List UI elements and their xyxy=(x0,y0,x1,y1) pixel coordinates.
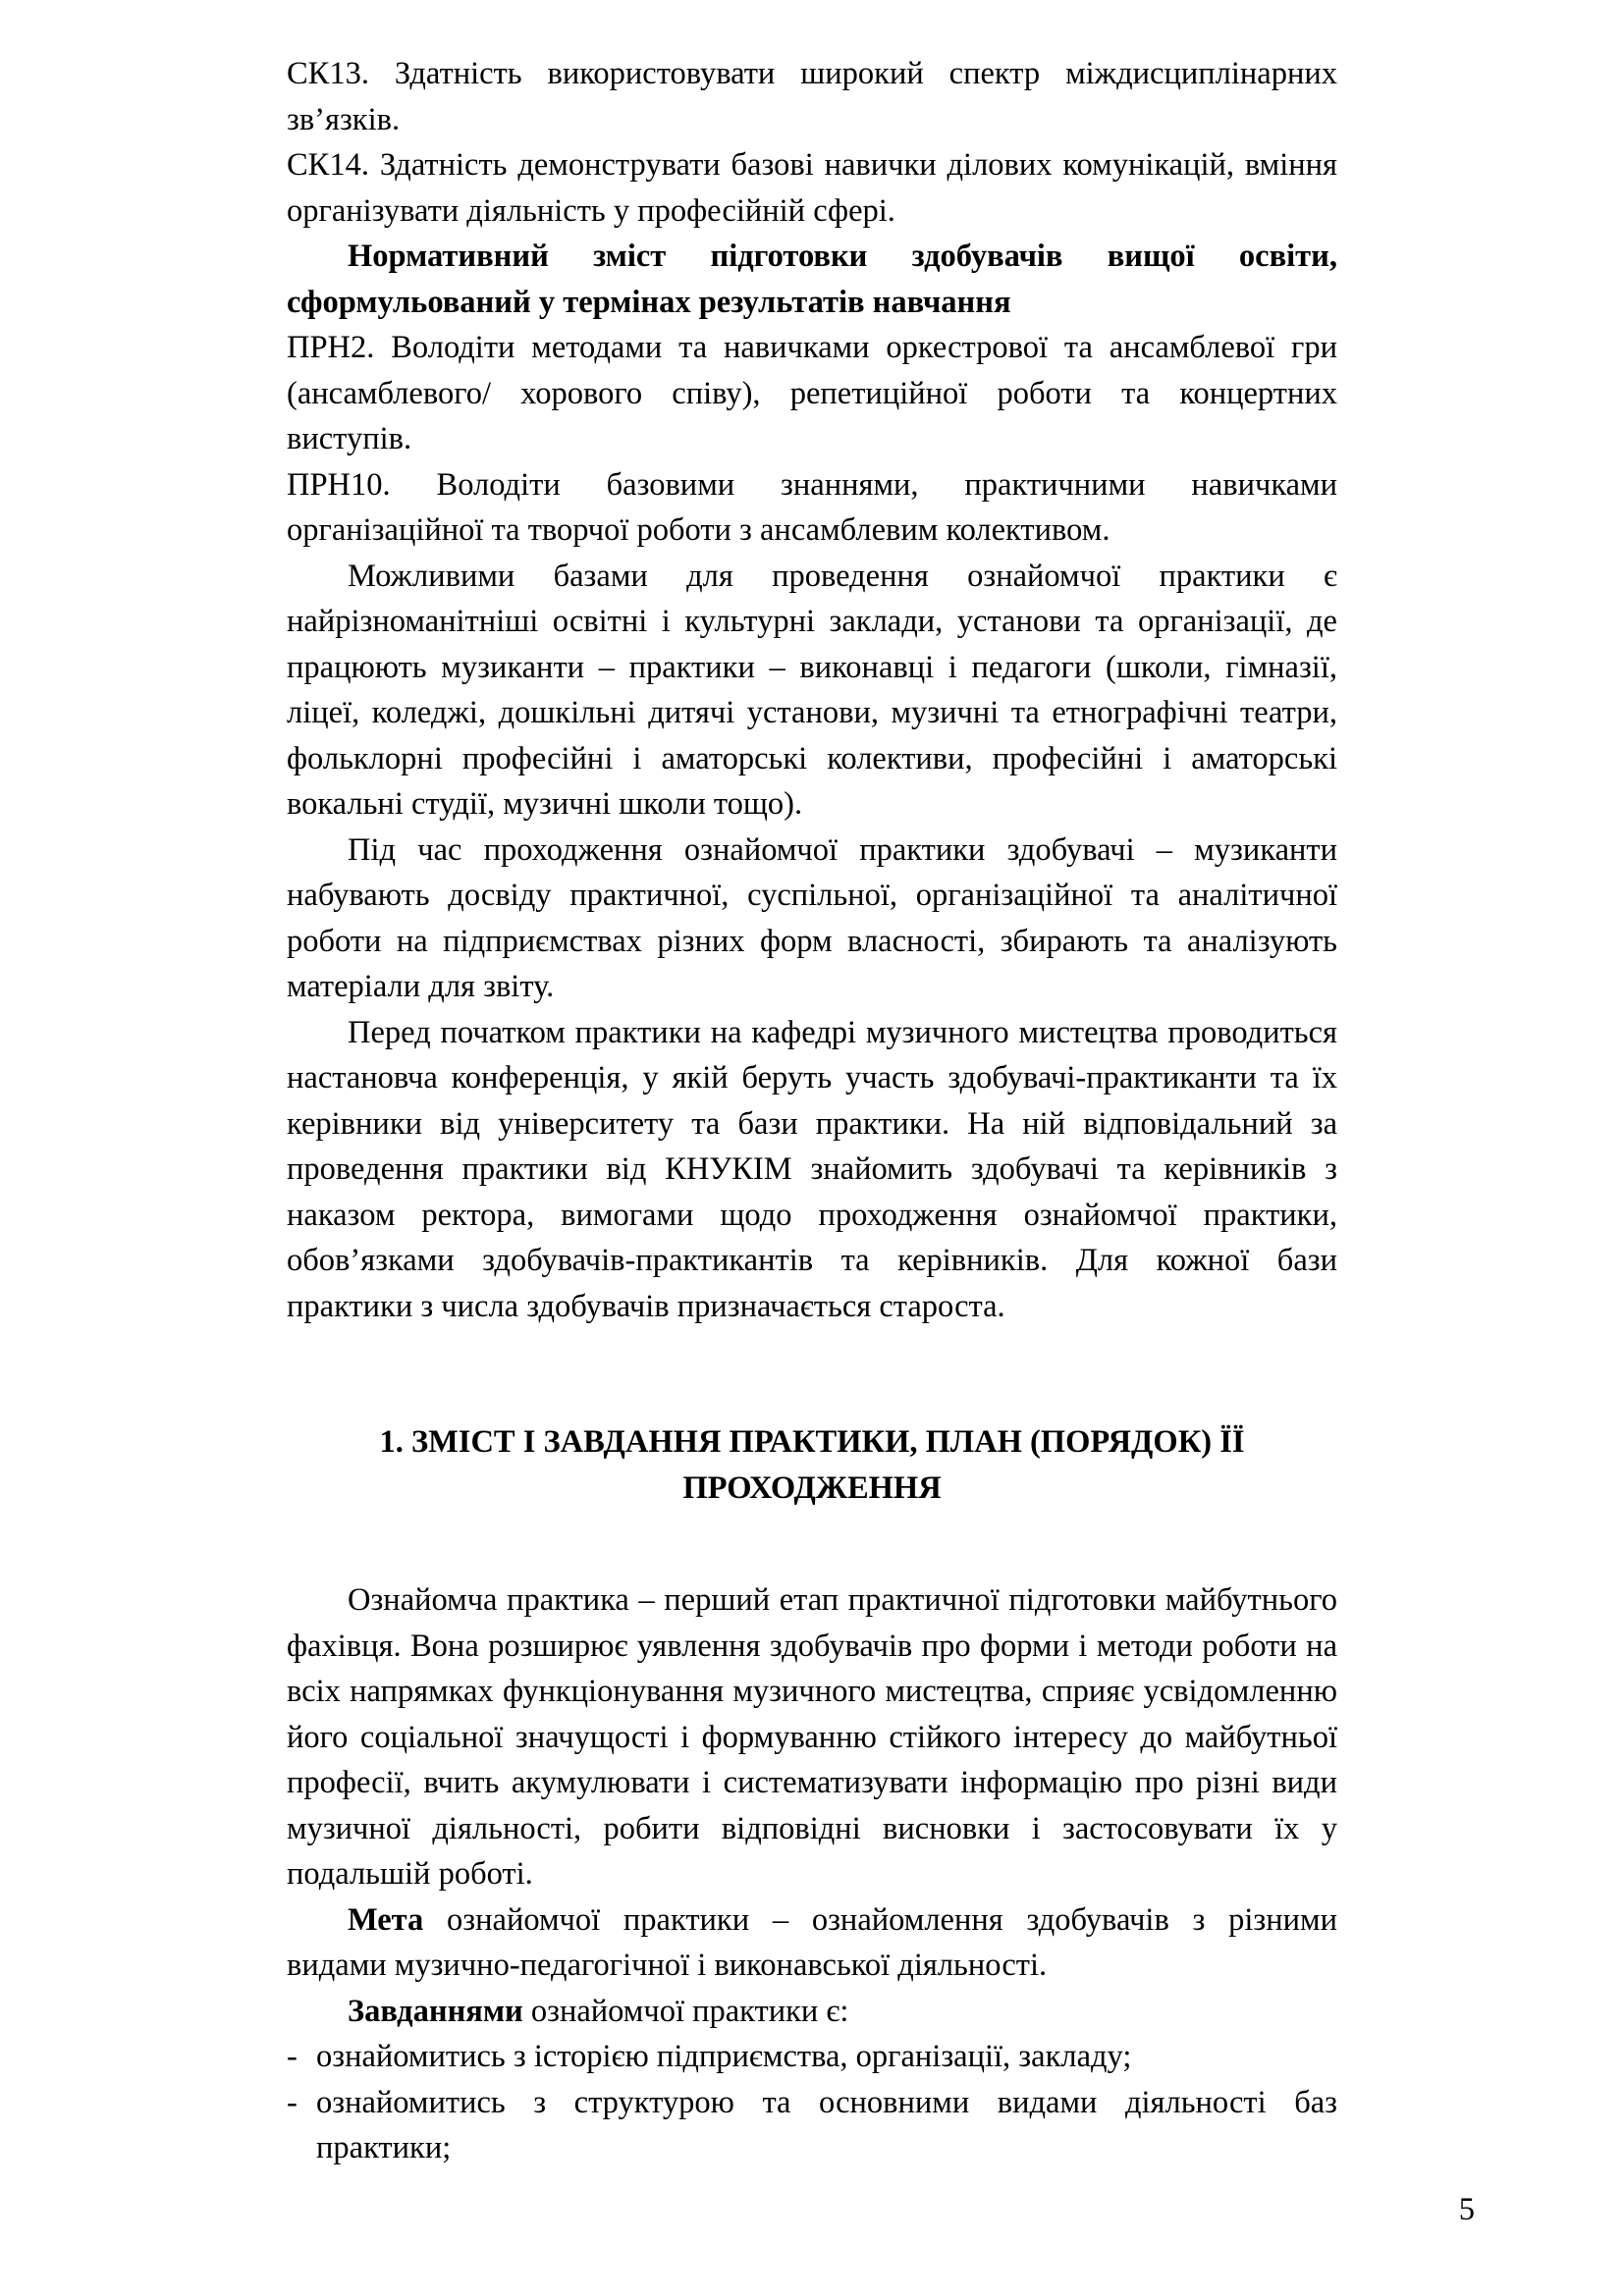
heading-spacer-top xyxy=(287,1329,1337,1419)
page-number: 5 xyxy=(1458,2191,1475,2227)
paragraph-practice-bases: Можливими базами для проведення ознайомчої практики є найрізноманітніші освітні і культурні заклади, установи та організації, де працюють музиканти – практики – виконавці і педагоги (школи, гімназії, ліцеї, коледжі, дошкільні дитячі установи, музичні та етнографічні театри, фольклорні професійні і аматорські колективи, професійні і аматорські вокальні студії, музичні школи тощо). xyxy=(287,558,1337,822)
paragraph-setup-conference: Перед початком практики на кафедрі музичного мистецтва проводиться настановча конференція, у якій беруть участь здобувачі-практиканти та їх керівники від університету та бази практики. На ній відповідальний за проведення практики від КНУКІМ знайомить здобувачі та керівників з наказом ректора, вимогами щодо проходження ознайомчої практики, обов’язками здобувачів-практикантів та керівників. Для кожної бази практики з числа здобувачів призначається староста. xyxy=(287,1014,1337,1324)
goal-text: ознайомчої практики – ознайомлення здобувачів з різними видами музично-педагогічної і виконавської діяльності. xyxy=(287,1901,1337,1983)
learning-outcome-prn10: ПРН10. Володіти базовими знаннями, практичними навичками організаційної та творчої роботи з ансамблевим колективом. xyxy=(287,466,1337,548)
task-item-text: ознайомитись з історією підприємства, організації, закладу; xyxy=(316,2039,1132,2074)
bullet-dash-icon: - xyxy=(287,2039,298,2074)
section-title-line-2: ПРОХОДЖЕННЯ xyxy=(682,1469,942,1506)
section-title-line-1: 1. ЗМІСТ І ЗАВДАННЯ ПРАКТИКИ, ПЛАН (ПОРЯДОК) ЇЇ xyxy=(379,1424,1245,1460)
competency-sk14: СК14. Здатність демонструвати базові навички ділових комунікацій, вміння організувати діяльність у професійній сфері. xyxy=(287,147,1337,229)
task-item-text: ознайомитись з структурою та основними видами діяльності баз практики; xyxy=(316,2084,1337,2165)
task-list-item xyxy=(287,2080,1337,2171)
tasks-text: ознайомчої практики є: xyxy=(522,1993,849,2029)
paragraph-goal xyxy=(287,1897,1337,1989)
task-list-item xyxy=(287,2034,1337,2080)
learning-outcome-prn2: ПРН2. Володіти методами та навичками оркестрової та ансамблевої гри (ансамблевого/ хорового співу), репетиційної роботи та концертних виступів. xyxy=(287,330,1337,456)
goal-label: Мета xyxy=(348,1901,424,1938)
normative-content-heading: Нормативний зміст підготовки здобувачів вищої освіти, сформульований у термінах результатів навчання xyxy=(287,239,1337,320)
document-body xyxy=(287,51,1337,2171)
paragraph-section-intro: Ознайомча практика – перший етап практичної підготовки майбутнього фахівця. Вона розширює уявлення здобувачів про форми і методи роботи на всіх напрямках функціонування музичного мистецтва, сприяє усвідомленню його соціальної значущості і формуванню стійкого інтересу до майбутньої професії, вчить акумулювати і систематизувати інформацію про різні види музичної діяльності, робити відповідні висновки і застосовувати їх у подальшій роботі. xyxy=(287,1582,1337,1892)
bullet-dash-icon: - xyxy=(287,2084,298,2120)
heading-spacer-bottom xyxy=(287,1511,1337,1577)
paragraph-tasks-lead xyxy=(287,1989,1337,2035)
tasks-label: Завданнями xyxy=(348,1993,523,2029)
competency-sk13: СК13. Здатність використовувати широкий спектр міждисциплінарних зв’язків. xyxy=(287,56,1337,137)
paragraph-practice-experience: Під час проходження ознайомчої практики здобувачі – музиканти набувають досвіду практичної, суспільної, організаційної та аналітичної роботи на підприємствах різних форм власності, збирають та аналізують матеріали для звіту. xyxy=(287,831,1337,1004)
